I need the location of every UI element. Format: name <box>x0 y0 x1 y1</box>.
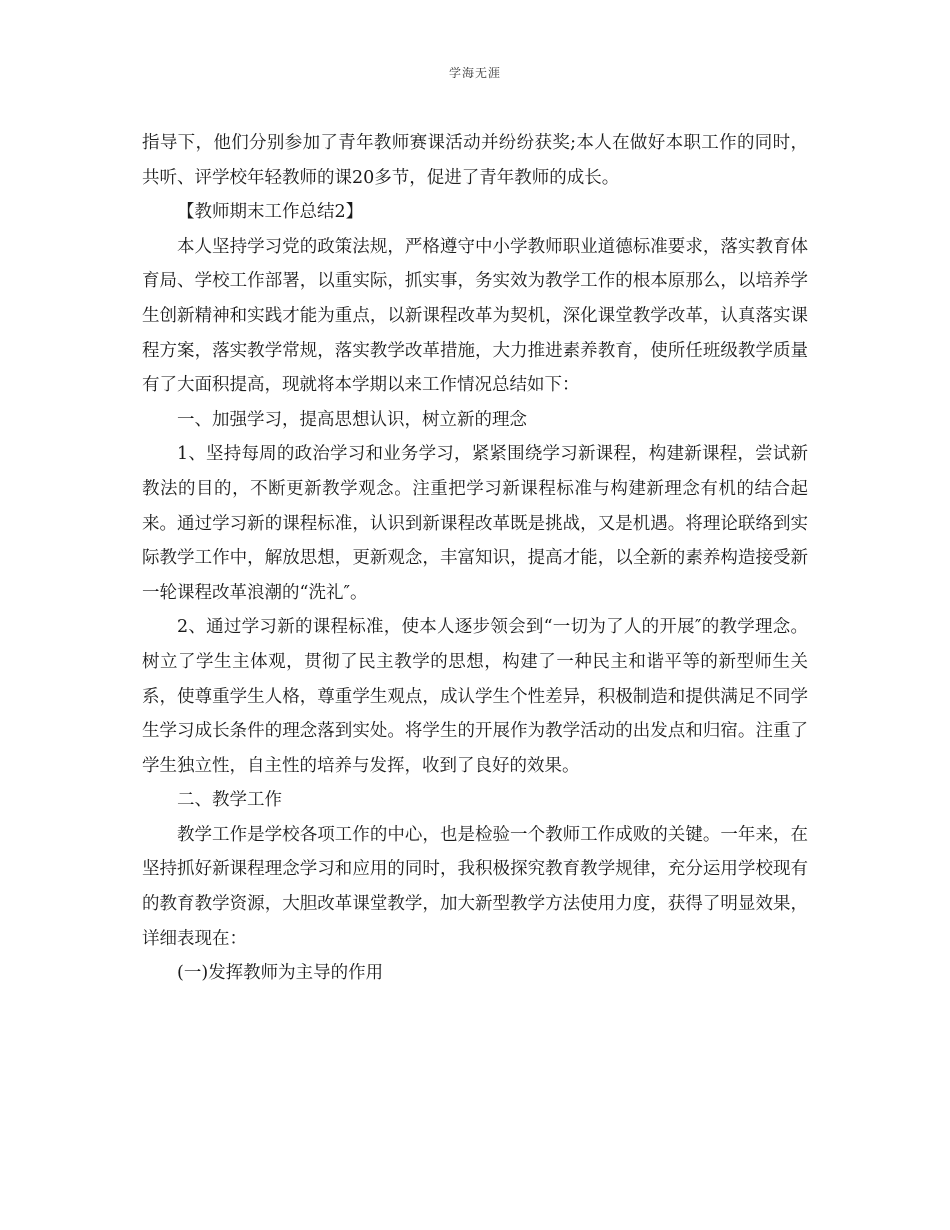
paragraph-item-2: 2、通过学习新的课程标准，使本人逐步领会到“一切为了人的开展″的教学理念。树立了学生主体观，贯彻了民主教学的思想，构建了一种民主和谐平等的新型师生关系，使尊重学生人格，尊重学生观点，成认学生个性差异，积极制造和提供满足不同学生学习成长条件的理念落到实处。将学生的开展作为教学活动的出发点和归宿。注重了学生独立性，自主性的培养与发挥，收到了良好的效果。 <box>142 617 808 776</box>
paragraph-intro: 本人坚持学习党的政策法规，严格遵守中小学教师职业道德标准要求，落实教育体育局、学校工作部署，以重实际，抓实事，务实效为教学工作的根本原那么，以培养学生创新精神和实践才能为重点，以新课程改革为契机，深化课堂教学改革，认真落实课程方案，落实教学常规，落实教学改革措施，大力推进素养教育，使所任班级教学质量有了大面积提高，现就将本学期以来工作情况总结如下： <box>142 236 808 396</box>
paragraph-continuation: 指导下，他们分别参加了青年教师赛课活动并纷纷获奖;本人在做好本职工作的同时，共听、评学校年轻教师的课20多节，促进了青年教师的成长。 <box>142 133 808 188</box>
document-body <box>142 126 808 991</box>
paragraph-item-1: 1、坚持每周的政治学习和业务学习，紧紧围绕学习新课程，构建新课程，尝试新教法的目的，不断更新教学观念。注重把学习新课程标准与构建新理念有机的结合起来。通过学习新的课程标准，认识到新课程改革既是挑战，又是机遇。将理论联络到实际教学工作中，解放思想，更新观念，丰富知识，提高才能，以全新的素养构造接受新一轮课程改革浪潮的“洗礼″。 <box>142 444 808 603</box>
section-heading-1: 一、加强学习，提高思想认识，树立新的理念 <box>177 409 527 430</box>
section-heading-summary-2: 【教师期末工作总结2】 <box>177 202 364 223</box>
page-header: 学海无涯 <box>448 66 501 80</box>
subsection-heading-1: (一)发挥教师为主导的作用 <box>177 963 384 984</box>
paragraph-teaching-work: 教学工作是学校各项工作的中心，也是检验一个教师工作成败的关键。一年来，在坚持抓好新课程理念学习和应用的同时，我积极探究教育教学规律，充分运用学校现有的教育教学资源，大胆改革课堂教学，加大新型教学方法使用力度，获得了明显效果，详细表现在： <box>142 824 808 949</box>
section-heading-2: 二、教学工作 <box>177 790 282 811</box>
